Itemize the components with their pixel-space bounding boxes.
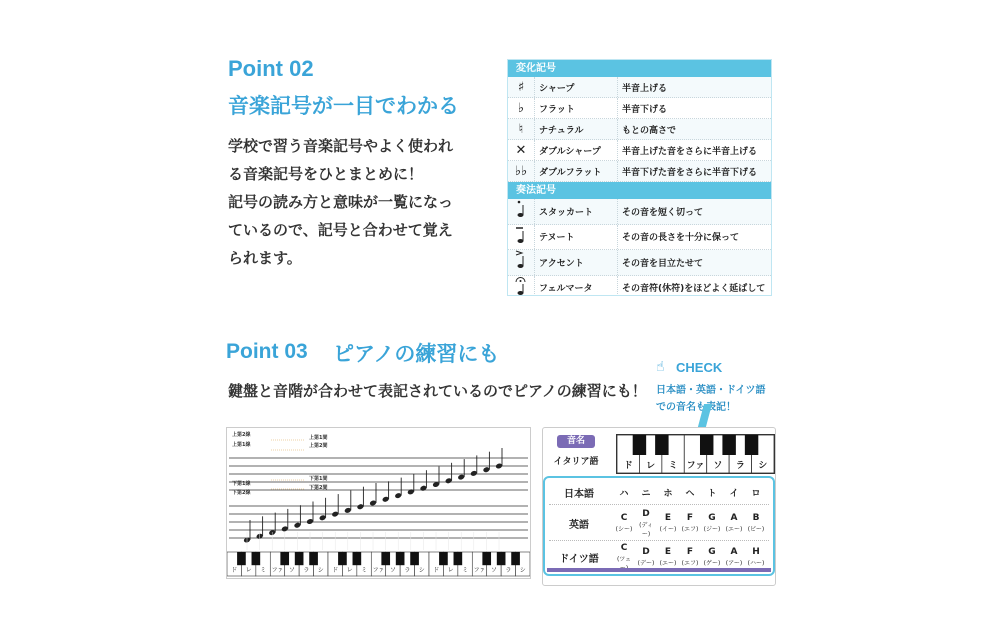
key-label: シ bbox=[418, 567, 425, 574]
note-letter: G bbox=[708, 513, 716, 523]
description-line: 記号の読み方と意味が一覧になっ bbox=[228, 193, 454, 211]
note-cell bbox=[701, 547, 723, 567]
symbol-row bbox=[508, 225, 771, 251]
ledger-label: 下第2線 bbox=[232, 490, 251, 496]
symbol-row bbox=[508, 276, 771, 297]
note-letter: E bbox=[664, 513, 672, 523]
symbol-name: スタッカート bbox=[534, 199, 617, 224]
note-reading: (エフ) bbox=[681, 560, 699, 567]
point-02-label: Point 02 bbox=[228, 56, 314, 81]
symbol-name: シャープ bbox=[534, 77, 617, 97]
black-key bbox=[633, 435, 646, 455]
key-label: ド bbox=[332, 567, 339, 574]
flat-icon: ♭ bbox=[517, 100, 525, 116]
check-line-2: での音名も表記！ bbox=[656, 402, 736, 413]
articulation-list bbox=[508, 199, 771, 296]
key-label: ファ bbox=[372, 567, 385, 574]
note-reading: (ハー) bbox=[747, 560, 765, 567]
tenuto-icon bbox=[508, 225, 534, 249]
section-heading-accidentals: 変化記号 bbox=[508, 60, 771, 77]
key-label: ソ bbox=[713, 461, 723, 471]
key-label: ラ bbox=[404, 567, 411, 574]
description-line: ているので、記号と合わせて覚え bbox=[228, 221, 453, 239]
symbol-meaning: その音を目立たせて bbox=[617, 250, 771, 275]
note-cell bbox=[679, 513, 701, 533]
symbol-row bbox=[508, 199, 771, 225]
key-label: ミ bbox=[462, 567, 469, 574]
note-reading: (エフ) bbox=[681, 526, 699, 533]
check-title: CHECK bbox=[676, 360, 723, 375]
note-letter: H bbox=[752, 547, 760, 557]
key-label: ド bbox=[231, 567, 238, 574]
symbol-row bbox=[508, 119, 771, 140]
key-label: ミ bbox=[668, 461, 678, 471]
key-label: レ bbox=[346, 567, 353, 574]
key-label: シ bbox=[317, 567, 324, 574]
note-cell bbox=[723, 513, 745, 533]
point-03-label: Point 03 bbox=[226, 340, 308, 363]
key-label: ミ bbox=[361, 567, 368, 574]
natural-icon: ♮ bbox=[518, 121, 524, 137]
key-label: シ bbox=[519, 567, 526, 574]
black-key bbox=[482, 552, 491, 565]
key-label: ソ bbox=[288, 567, 295, 574]
note-cell: ホ bbox=[663, 488, 673, 499]
black-key bbox=[497, 552, 506, 565]
note-cell bbox=[745, 547, 767, 567]
symbol-row bbox=[508, 250, 771, 276]
double-sharp-icon: ✕ bbox=[515, 142, 527, 158]
note-name-badge: 音名 bbox=[557, 435, 595, 448]
note-cell: ハ bbox=[619, 488, 629, 499]
point-02-title: 音楽記号が一目でわかる bbox=[228, 94, 459, 118]
note-cell bbox=[723, 547, 745, 567]
black-key bbox=[511, 552, 520, 565]
key-label: レ bbox=[646, 461, 656, 471]
symbol-name: ダブルシャープ bbox=[534, 140, 617, 160]
black-key bbox=[439, 552, 448, 565]
note-reading: (ゲー) bbox=[703, 560, 721, 567]
note-reading: (アー) bbox=[725, 560, 743, 567]
german-row bbox=[545, 544, 773, 570]
mini-keyboard bbox=[616, 434, 775, 474]
section-heading-articulation: 奏法記号 bbox=[508, 182, 771, 199]
key-label: ファ bbox=[686, 461, 705, 471]
symbol-meaning: 半音下げた音をさらに半音下げる bbox=[617, 161, 771, 181]
description-line: られます。 bbox=[228, 249, 302, 267]
black-key bbox=[381, 552, 390, 565]
black-key bbox=[655, 435, 668, 455]
staff-svg bbox=[227, 428, 530, 578]
music-symbol-table bbox=[507, 59, 772, 296]
note-reading: (デー) bbox=[637, 560, 655, 567]
black-key bbox=[410, 552, 419, 565]
symbol-name: テヌート bbox=[534, 225, 617, 250]
ledger-label: 下第2間 bbox=[309, 485, 328, 491]
description-line: る音楽記号をひとまとめに！ bbox=[228, 165, 424, 183]
symbol-meaning: 半音上げる bbox=[617, 77, 771, 97]
symbol-meaning: その音を短く切って bbox=[617, 199, 771, 224]
note-cell bbox=[635, 547, 657, 567]
symbol-name: ナチュラル bbox=[534, 119, 617, 139]
row-label: ドイツ語 bbox=[559, 553, 599, 565]
note-cell bbox=[701, 513, 723, 533]
note-cell: ロ bbox=[751, 488, 761, 499]
accidentals-list bbox=[508, 77, 771, 182]
black-key bbox=[280, 552, 289, 565]
accent-icon bbox=[508, 250, 534, 274]
key-label: ファ bbox=[473, 567, 486, 574]
row-divider bbox=[549, 540, 769, 541]
key-label: ソ bbox=[490, 567, 497, 574]
note-reading: (ビー) bbox=[747, 526, 765, 533]
note-letter: C bbox=[620, 542, 628, 553]
row-divider bbox=[549, 504, 769, 505]
key-label: シ bbox=[758, 461, 768, 471]
note-reading: (エー) bbox=[725, 526, 743, 533]
note-cell bbox=[679, 547, 701, 567]
note-letter: D bbox=[642, 508, 650, 519]
note-cell bbox=[657, 513, 679, 533]
black-key bbox=[309, 552, 318, 565]
note-letter: D bbox=[642, 547, 650, 557]
black-key bbox=[338, 552, 347, 565]
note-letter: B bbox=[752, 513, 760, 523]
black-key bbox=[722, 435, 735, 455]
note-cell bbox=[613, 513, 635, 533]
note-letter: F bbox=[686, 547, 694, 557]
black-key bbox=[252, 552, 261, 565]
row-label: 日本語 bbox=[564, 488, 594, 500]
staccato-icon bbox=[508, 199, 534, 223]
key-label: ファ bbox=[271, 567, 284, 574]
note-letter: E bbox=[664, 547, 672, 557]
double-flat-icon: ♭♭ bbox=[514, 163, 528, 179]
ledger-label: 上第2線 bbox=[232, 432, 251, 438]
key-label: ソ bbox=[389, 567, 396, 574]
point-02-description bbox=[228, 132, 478, 272]
symbol-meaning: その音符(休符)をほどよく延ばして bbox=[617, 276, 771, 297]
symbol-row bbox=[508, 98, 771, 119]
note-letter: C bbox=[620, 513, 628, 523]
note-cell: ニ bbox=[641, 488, 651, 499]
row-label: 英語 bbox=[569, 519, 589, 531]
note-reading: (ディー) bbox=[639, 521, 653, 538]
sharp-icon: ♯ bbox=[517, 79, 525, 95]
black-key bbox=[745, 435, 758, 455]
note-reading: (ジー) bbox=[703, 526, 721, 533]
note-reading: (イー) bbox=[659, 526, 677, 533]
symbol-meaning: 半音上げた音をさらに半音上げる bbox=[617, 140, 771, 160]
japanese-row bbox=[545, 484, 773, 500]
note-cell: ヘ bbox=[685, 488, 695, 499]
note-letter: A bbox=[730, 547, 738, 557]
symbol-meaning: もとの高さで bbox=[617, 119, 771, 139]
note-cell: ト bbox=[707, 488, 717, 499]
fermata-icon bbox=[508, 276, 534, 296]
check-line-1: 日本語・英語・ドイツ語 bbox=[656, 385, 766, 396]
key-label: レ bbox=[245, 567, 252, 574]
ledger-label: 上第1間 bbox=[309, 435, 328, 441]
symbol-name: ダブルフラット bbox=[534, 161, 617, 181]
black-key bbox=[454, 552, 463, 565]
description-line: 学校で習う音楽記号やよく使われ bbox=[228, 137, 454, 155]
symbol-row bbox=[508, 140, 771, 161]
ledger-label: 下第1線 bbox=[232, 481, 251, 487]
ledger-label: 下第1間 bbox=[309, 476, 328, 482]
note-cell bbox=[745, 513, 767, 533]
key-label: ミ bbox=[260, 567, 267, 574]
note-reading: (シー) bbox=[615, 526, 633, 533]
purple-bar bbox=[547, 568, 771, 572]
key-label: ラ bbox=[505, 567, 512, 574]
note-letter: A bbox=[730, 513, 738, 523]
key-label: ラ bbox=[303, 567, 310, 574]
pointing-hand-icon: ☝ bbox=[656, 359, 665, 375]
point-03-title: ピアノの練習にも bbox=[333, 342, 500, 366]
symbol-row bbox=[508, 161, 771, 182]
english-row bbox=[545, 510, 773, 536]
symbol-meaning: 半音下げる bbox=[617, 98, 771, 118]
point-03-description: 鍵盤と音階が合わせて表記されているのでピアノの練習にも！ bbox=[228, 382, 647, 400]
symbol-meaning: その音の長さを十分に保って bbox=[617, 225, 771, 250]
note-cell bbox=[635, 509, 657, 538]
note-cell: イ bbox=[729, 488, 739, 499]
italian-label: イタリア語 bbox=[553, 457, 599, 467]
note-reading: (ツェ bbox=[616, 555, 632, 563]
key-label: ド bbox=[623, 461, 633, 471]
note-names-panel bbox=[542, 427, 776, 586]
symbol-name: アクセント bbox=[534, 250, 617, 275]
black-key bbox=[353, 552, 362, 565]
key-label: ド bbox=[433, 567, 440, 574]
black-key bbox=[295, 552, 304, 565]
symbol-row bbox=[508, 77, 771, 98]
ledger-label: 上第2間 bbox=[309, 443, 328, 449]
note-letter: G bbox=[708, 547, 716, 557]
black-key bbox=[700, 435, 713, 455]
key-label: レ bbox=[447, 567, 454, 574]
black-key bbox=[396, 552, 405, 565]
black-key bbox=[237, 552, 246, 565]
symbol-name: フラット bbox=[534, 98, 617, 118]
symbol-name: フェルマータ bbox=[534, 276, 617, 297]
note-letter: F bbox=[686, 513, 694, 523]
key-label: ラ bbox=[735, 461, 745, 471]
note-names-table bbox=[543, 476, 775, 576]
staff-keyboard-chart bbox=[226, 427, 531, 579]
ledger-label: 上第1線 bbox=[232, 442, 251, 448]
note-reading: (エー) bbox=[659, 560, 677, 567]
note-cell bbox=[657, 547, 679, 567]
